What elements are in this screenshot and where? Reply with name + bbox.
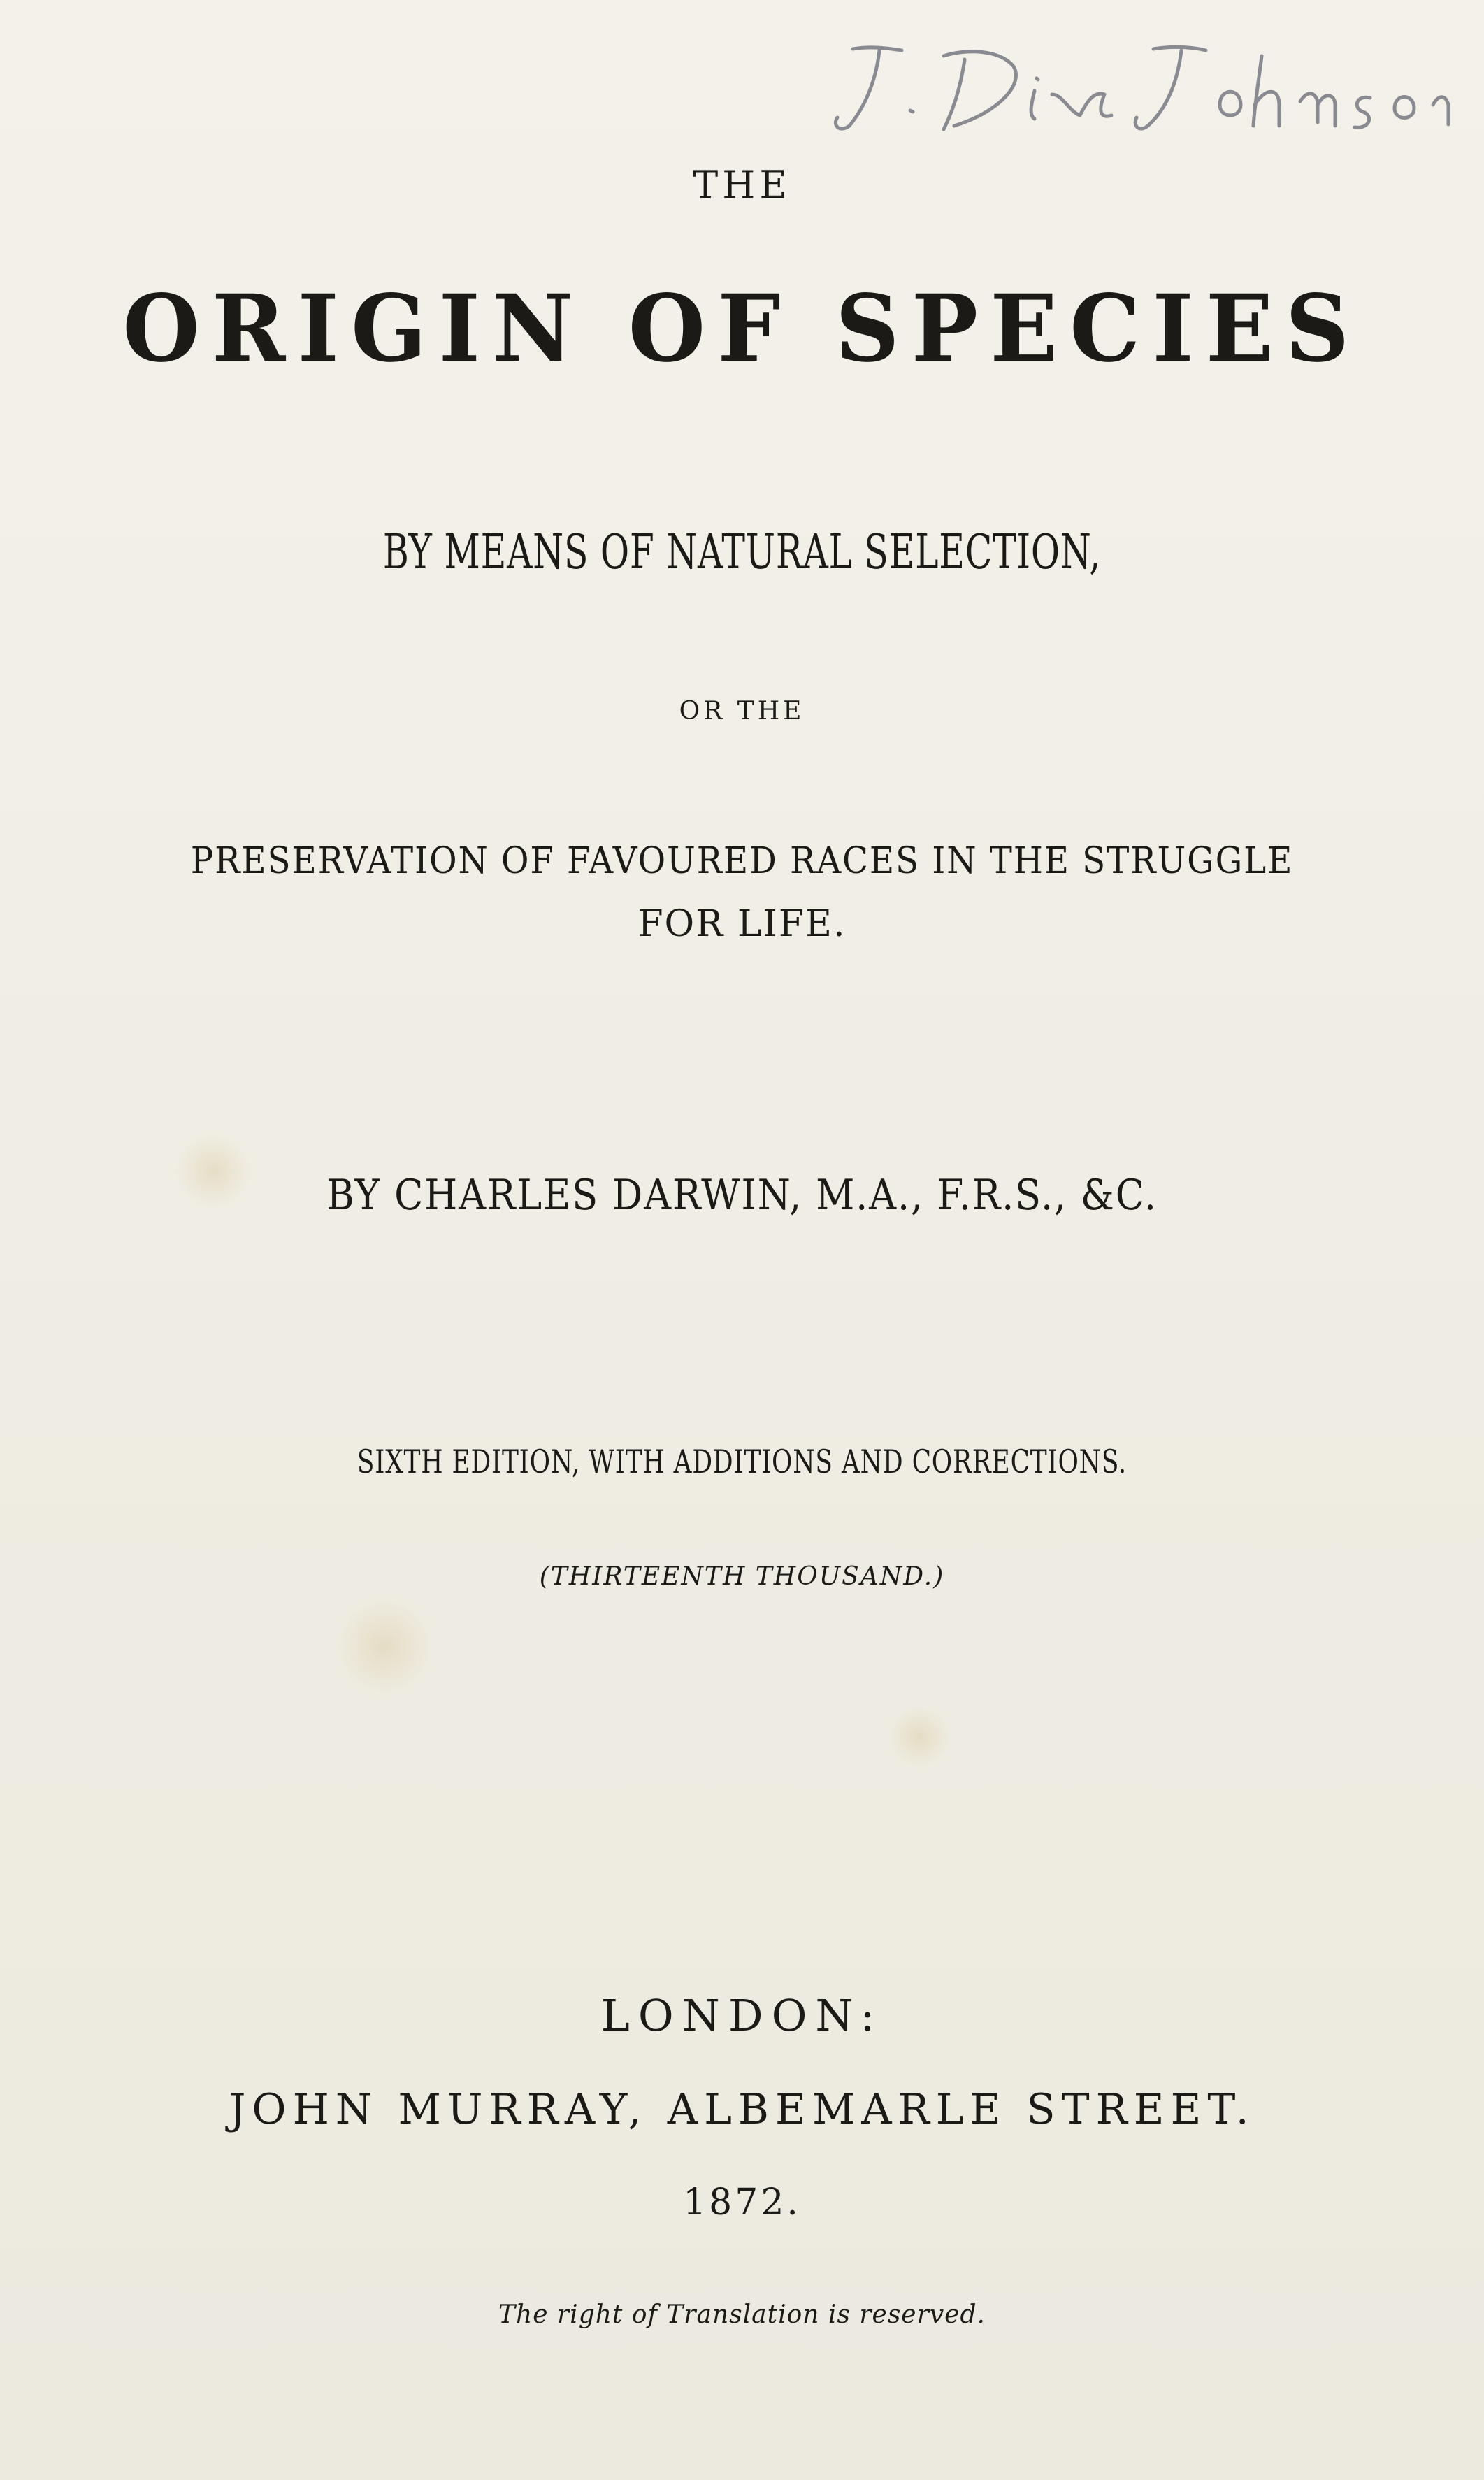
publication-city: LONDON: <box>600 1990 884 2041</box>
alt-title-line-2: FOR LIFE. <box>637 903 847 945</box>
handwritten-inscription <box>825 28 1475 168</box>
paper-stain <box>336 1594 433 1699</box>
edition-line: SIXTH EDITION, WITH ADDITIONS AND CORRECTIONS. <box>356 1443 1128 1480</box>
paper-stain <box>888 1706 951 1768</box>
author-line: BY CHARLES DARWIN, M.A., F.R.S., &C. <box>326 1171 1158 1220</box>
title-article: THE <box>693 163 791 207</box>
subtitle: BY MEANS OF NATURAL SELECTION, <box>382 525 1102 580</box>
book-title: ORIGIN OF SPECIES <box>122 275 1362 383</box>
conjunction: OR THE <box>679 697 805 726</box>
rights-notice: The right of Translation is reserved. <box>498 2300 986 2329</box>
publication-year: 1872. <box>683 2182 801 2223</box>
printing-line: (THIRTEENTH THOUSAND.) <box>539 1562 945 1591</box>
alt-title-line-1: PRESERVATION OF FAVOURED RACES IN THE STRUGGLE <box>190 840 1294 882</box>
publisher: JOHN MURRAY, ALBEMARLE STREET. <box>229 2085 1255 2134</box>
